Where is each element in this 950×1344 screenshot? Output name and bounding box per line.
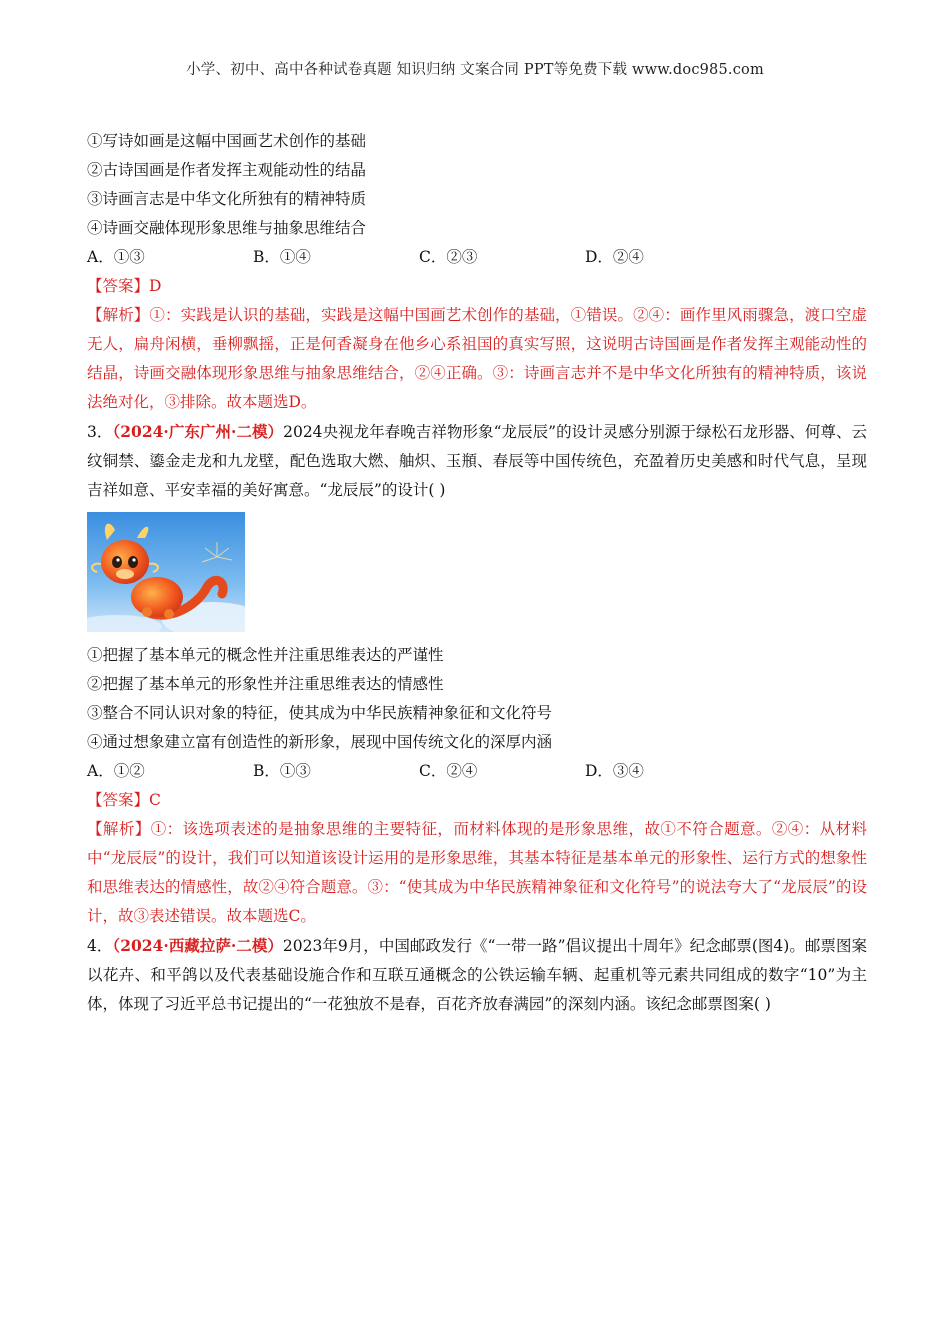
q3-statements: [87, 641, 867, 757]
q2-statement-1: ①写诗如画是这幅中国画艺术创作的基础: [87, 132, 367, 150]
q3-option-b: B．①③: [253, 762, 311, 780]
q2-statement-2: ②古诗国画是作者发挥主观能动性的结晶: [87, 161, 367, 179]
q3-statement-3: ③整合不同认识对象的特征，使其成为中华民族精神象征和文化符号: [87, 704, 553, 722]
page-header: 小学、初中、高中各种试卷真题 知识归纳 文案合同 PPT等免费下载 www.doc985.com: [186, 62, 764, 78]
q2-option-b: B．①④: [253, 248, 311, 266]
q3-option-a: A．①②: [87, 762, 145, 780]
q3-source: （2024·广东广州·二模）: [112, 422, 284, 441]
q3-analysis: 【解析】①：该选项表述的是抽象思维的主要特征，而材料体现的是形象思维，故①不符合题意。②④：从材料中“龙辰辰”的设计，我们可以知道该设计运用的是形象思维，其基本特征是基本单元的形象性、运行方式的想象性和思维表达的情感性，故②④符合题意。③：“使其成为中华民族精神象征和文化符号”的说法夸大了“龙辰辰”的设计，故③表述错误。故本题选C。: [87, 820, 867, 925]
q4-number: 4．: [87, 937, 113, 955]
q2-options: [87, 243, 867, 272]
dragon-mascot-image: [87, 512, 245, 632]
q3-stem-block: [87, 417, 867, 505]
q3-statement-4: ④通过想象建立富有创造性的新形象，展现中国传统文化的深厚内涵: [87, 733, 553, 751]
content: [87, 127, 867, 1019]
q2-statement-4: ④诗画交融体现形象思维与抽象思维结合: [87, 219, 367, 237]
q3-stem: 2024央视龙年春晚吉祥物形象“龙辰辰”的设计灵感分别源于绿松石龙形器、何尊、云纹铜禁、鎏金走龙和九龙壁，配色选取大燃、舳炽、玉頩、春辰等中国传统色，充盈着历史美感和时代气息，呈现吉祥如意、平安幸福的美好寓意。“龙辰辰”的设计( ): [87, 423, 867, 499]
q4-stem-block: [87, 931, 867, 1019]
q3-option-d: D．③④: [585, 762, 644, 780]
q2-statements: [87, 127, 867, 243]
q3-answer: 【答案】C: [87, 791, 161, 809]
q2-analysis: 【解析】①：实践是认识的基础，实践是这幅中国画艺术创作的基础，①错误。②④：画作里风雨骤急，渡口空虚无人，扁舟闲横，垂柳飘摇，正是何香凝身在他乡心系祖国的真实写照，这说明古诗国画是作者发挥主观能动性的结晶，诗画交融体现形象思维与抽象思维结合，②④正确。③：诗画言志并不是中华文化所独有的精神特质，该说法绝对化，③排除。故本题选D。: [87, 306, 867, 411]
q2-answer: 【答案】D: [87, 277, 162, 295]
q3-statement-2: ②把握了基本单元的形象性并注重思维表达的情感性: [87, 675, 444, 693]
q3-statement-1: ①把握了基本单元的概念性并注重思维表达的严谨性: [87, 646, 444, 664]
q2-option-a: A．①③: [87, 248, 145, 266]
q4-source: （2024·西藏拉萨·二模）: [112, 936, 283, 955]
q4-stem: 2023年9月，中国邮政发行《“一带一路”倡议提出十周年》纪念邮票(图4)。邮票图案以花卉、和平鸽以及代表基础设施合作和互联互通概念的公铁运输车辆、起重机等元素共同组成的数字“10”为主体，体现了习近平总书记提出的“一花独放不是春，百花齐放春满园”的深刻内涵。该纪念邮票图案( ): [87, 937, 867, 1013]
q2-option-c: C．②③: [419, 248, 478, 266]
q2-option-d: D．②④: [585, 248, 644, 266]
q3-option-c: C．②④: [419, 762, 478, 780]
dragon-mascot-illustration: [87, 512, 245, 632]
q3-number: 3．: [87, 423, 113, 441]
q2-statement-3: ③诗画言志是中华文化所独有的精神特质: [87, 190, 367, 208]
q3-options: [87, 757, 867, 786]
